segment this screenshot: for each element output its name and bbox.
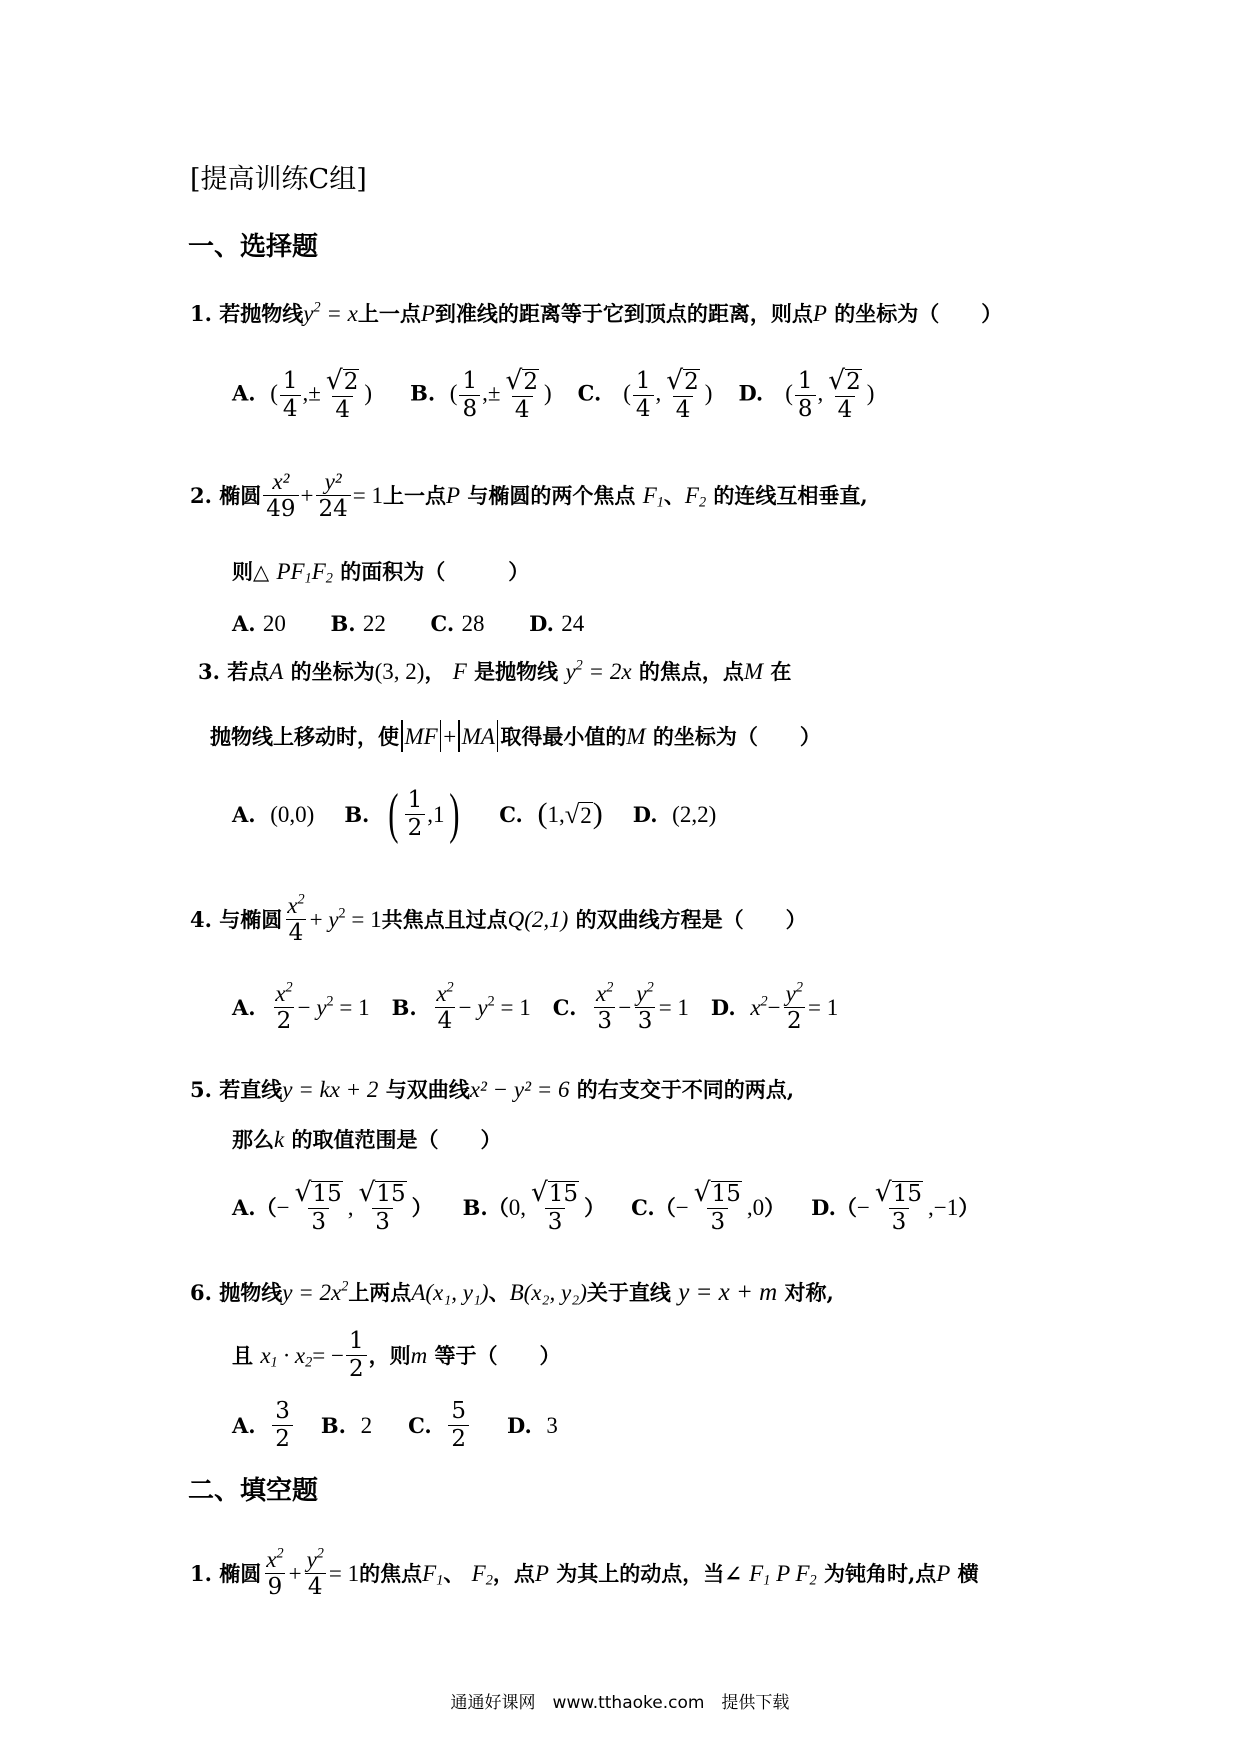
- question-6-line-2: 且 $x_1 \cdot x_2$ = − $\frac{1}{2}$ ，则 m 等于（ ）: [232, 1328, 561, 1382]
- question-3: 3. 若点A 的坐标为(3, 2)， F 是抛物线 $y^2 = 2x$ 的焦点，点M 在: [198, 657, 792, 684]
- question-1: 1. 若抛物线$y^2 = x$上一点P到准线的距离等于它到顶点的距离，则点P 的坐标为（ ）: [190, 299, 1003, 326]
- question-4: 4. 与椭圆 $x^2$ 4 + $y^2 = 1$ 共焦点且过点 Q(2,1) 的双曲线方程是（ ）: [190, 891, 807, 946]
- question-2-options: A. 20 B. 22 C. 28 D. 24: [232, 611, 585, 636]
- section-heading-choice: 一、选择题: [188, 232, 319, 262]
- question-5: 5. 若直线y = kx + 2 与双曲线x² − y² = 6 的右支交于不同的两点,: [190, 1077, 795, 1102]
- question-3-options: A. (0,0) B. ( 1 2 ,1 ) C. ( 1, √ 2 ) D. (2,2): [232, 783, 717, 845]
- section-heading-fill-blank: 二、填空题: [188, 1476, 319, 1506]
- question-3-line-2: 抛物线上移动时，使 MF + MA 取得最小值的 M 的坐标为（ ）: [210, 720, 821, 752]
- question-2: 2. 椭圆 x² 49 + $\frac{\text{y²}}{24}$ = 1 上一点 P 与椭圆的两个焦点 $F_1$ 、 $F_2$ 的连线互相垂直,: [190, 469, 868, 522]
- option-d: D. ( $\frac{1}{8}$ , √ 2 4 ): [738, 365, 875, 424]
- fill-question-1: 1. 椭圆 $x^2$ 9 + $\frac{y^2}{4}$ = 1 的焦点 $F_1$ 、 $F_2$ ，点 P 为其上的动点，当∠ $F_1$ P $F_2$ 为钝角时,点 P 横: [190, 1545, 979, 1600]
- question-1-options: [232, 365, 875, 424]
- question-6: 6. 抛物线$y = 2x^2$上两点A(x₁, y₁)、B(x₂, y₂)关于直线 y = x + m 对称,: [190, 1278, 834, 1306]
- page-title: [提高训练C组]: [190, 164, 367, 195]
- question-6-options: A. 3 2 B. 2 C. 5 2 D. 3: [232, 1398, 558, 1452]
- question-5-line-2: 那么k 的取值范围是（ ）: [232, 1127, 502, 1152]
- page-footer: 通通好课网 www.tthaoke.com 提供下载: [450, 1693, 790, 1713]
- question-2-line-2: 则△ $PF_1F_2$ 的面积为（ ）: [232, 559, 530, 587]
- option-b: B. ( $\frac{1}{8}$ ,± √ 2 4 ): [410, 365, 552, 424]
- option-c: C. ( $\frac{1}{4}$ , √ 2 4 ): [577, 365, 713, 424]
- option-a: A. ( $\frac{1}{4}$ ,± √ 2 4 ): [232, 365, 373, 424]
- question-4-options: A. $x^2$ 2 − $y^2 = 1$ B. $x^2$ 4 − $y^2 = 1$ C. $x^2$ 3 − $\frac{y^2}{3}$ = 1 D. $x^2$ − $\frac{y^2}{2}$ = 1: [232, 979, 839, 1034]
- question-5-options: A. （ − √ 15 3 , √ 15 3 ） B. （ 0, √ 15 3 ） C. （ − √ 15 3 ,0 ） D. （ − √ 15 3 ,−1 ）: [232, 1177, 980, 1236]
